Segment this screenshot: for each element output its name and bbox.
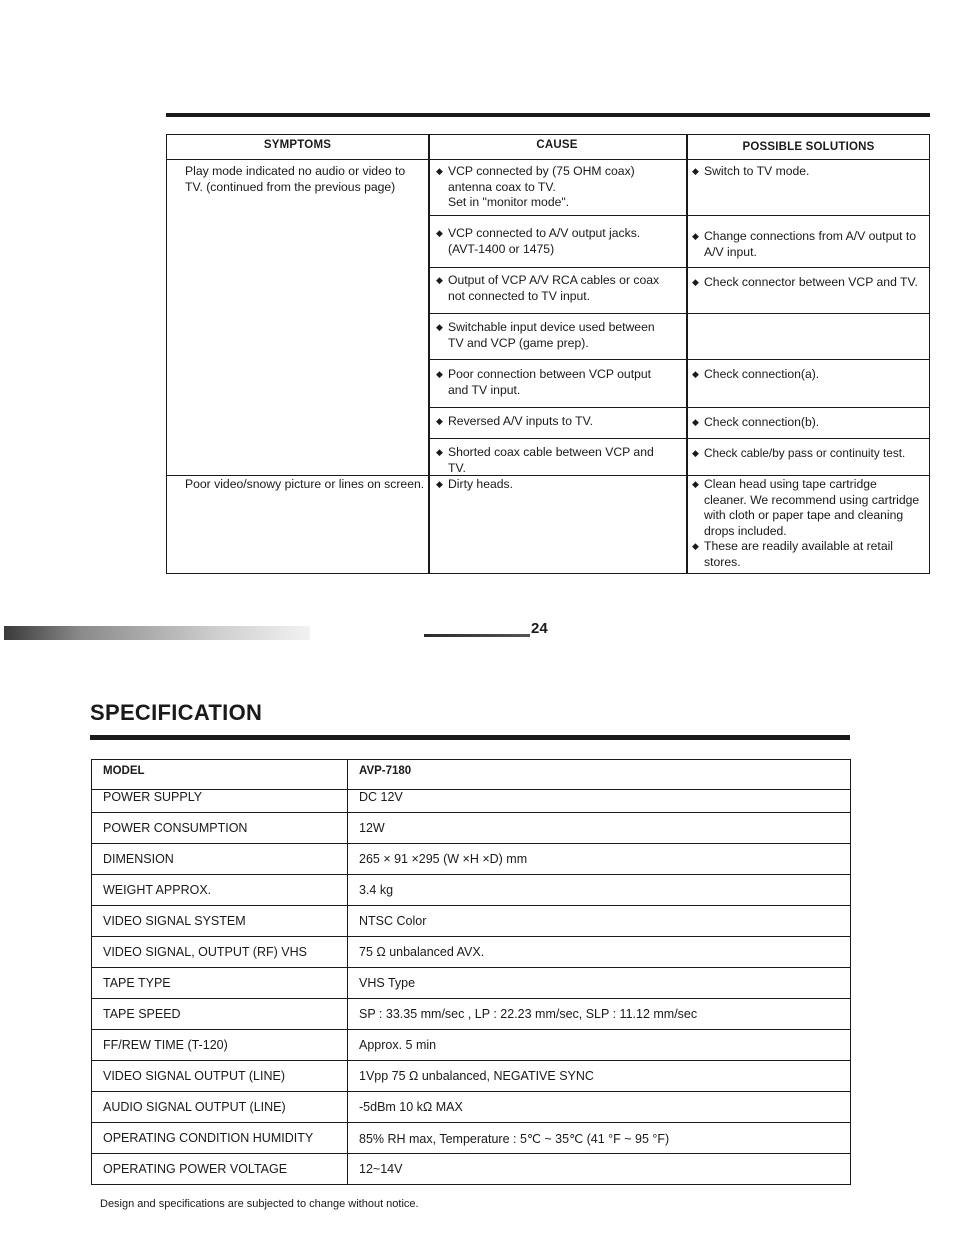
bullet-icon: ◆ xyxy=(436,275,443,285)
spec-key: OPERATING POWER VOLTAGE xyxy=(92,1154,348,1185)
spec-value: 12~14V xyxy=(348,1154,851,1185)
solution-item xyxy=(692,477,920,539)
cause-item xyxy=(436,414,668,430)
solution-item xyxy=(692,415,922,431)
spec-row xyxy=(92,1123,851,1154)
footnote: Design and specifications are subjected to change without notice. xyxy=(100,1198,419,1210)
spec-key: POWER CONSUMPTION xyxy=(92,813,348,844)
bullet-icon: ◆ xyxy=(692,479,699,489)
spec-key: WEIGHT APPROX. xyxy=(92,875,348,906)
spec-row xyxy=(92,1154,851,1185)
row-divider xyxy=(428,313,929,314)
solution-item xyxy=(692,367,922,383)
solution-item xyxy=(692,229,922,260)
cause-text: VCP connected by (75 OHM coax) antenna coax to TV. xyxy=(448,164,635,194)
spec-value: AVP-7180 xyxy=(348,760,851,790)
spec-row xyxy=(92,813,851,844)
bullet-icon: ◆ xyxy=(436,369,443,379)
cause-text: Dirty heads. xyxy=(448,477,514,491)
solution-text: Check connection(a). xyxy=(704,367,820,381)
bullet-icon: ◆ xyxy=(436,416,443,426)
bullet-icon: ◆ xyxy=(692,417,699,427)
cause-item xyxy=(436,445,668,476)
solution-text: These are readily available at retail stores. xyxy=(704,539,894,569)
spec-value: 85% RH max, Temperature : 5℃ ~ 35℃ (41 °F ~ 95 °F) xyxy=(348,1123,851,1154)
row-divider xyxy=(428,407,929,408)
cause-text: Set in "monitor mode". xyxy=(448,195,570,209)
cause-text: Shorted coax cable between VCP and TV. xyxy=(448,445,654,475)
cause-item xyxy=(436,226,668,257)
solution-item xyxy=(692,164,922,180)
row-divider xyxy=(428,267,929,268)
spec-value: 265 × 91 ×295 (W ×H ×D) mm xyxy=(348,844,851,875)
footer-dash xyxy=(424,634,530,637)
solution-text: Check connection(b). xyxy=(704,415,820,429)
spec-row xyxy=(92,790,851,813)
spec-row xyxy=(92,999,851,1030)
solution-text: Switch to TV mode. xyxy=(704,164,810,178)
spec-value: 75 Ω unbalanced AVX. xyxy=(348,937,851,968)
spec-row xyxy=(92,937,851,968)
spec-key: FF/REW TIME (T-120) xyxy=(92,1030,348,1061)
cause-item xyxy=(436,320,668,351)
cause-text: Switchable input device used between TV and VCP (game prep). xyxy=(448,320,655,350)
row-divider xyxy=(428,359,929,360)
bullet-icon: ◆ xyxy=(436,447,443,457)
spec-value: 1Vpp 75 Ω unbalanced, NEGATIVE SYNC xyxy=(348,1061,851,1092)
cause-text: Poor connection between VCP output and TV input. xyxy=(448,367,652,397)
spec-key: TAPE TYPE xyxy=(92,968,348,999)
cause-item xyxy=(436,164,668,211)
row-divider xyxy=(428,438,929,439)
spec-row xyxy=(92,906,851,937)
spec-value: -5dBm 10 kΩ MAX xyxy=(348,1092,851,1123)
cause-text: VCP connected to A/V output jacks. (AVT-1400 or 1475) xyxy=(448,226,641,256)
spec-row xyxy=(92,844,851,875)
spec-value: 3.4 kg xyxy=(348,875,851,906)
header-symptoms: SYMPTOMS xyxy=(263,139,332,151)
header-possible-solutions: POSSIBLE SOLUTIONS xyxy=(742,141,875,153)
decorative-footer-bar xyxy=(4,626,310,640)
spec-key: AUDIO SIGNAL OUTPUT (LINE) xyxy=(92,1092,348,1123)
spec-row xyxy=(92,1061,851,1092)
bullet-icon: ◆ xyxy=(436,166,443,176)
top-rule xyxy=(166,113,930,117)
header-divider xyxy=(167,159,929,160)
bullet-icon: ◆ xyxy=(436,228,443,238)
bullet-icon: ◆ xyxy=(692,277,699,287)
solution-item xyxy=(692,275,924,291)
spec-key: POWER SUPPLY xyxy=(92,790,348,813)
solution-text: Check cable/by pass or continuity test. xyxy=(704,446,906,460)
cause-item xyxy=(436,477,668,493)
bullet-icon: ◆ xyxy=(436,322,443,332)
spec-row xyxy=(92,1030,851,1061)
bullet-icon: ◆ xyxy=(692,541,699,551)
cause-item xyxy=(436,273,668,304)
spec-key: TAPE SPEED xyxy=(92,999,348,1030)
bullet-icon: ◆ xyxy=(692,166,699,176)
spec-row xyxy=(92,968,851,999)
solution-item xyxy=(692,446,927,462)
spec-value: Approx. 5 min xyxy=(348,1030,851,1061)
spec-key: VIDEO SIGNAL, OUTPUT (RF) VHS xyxy=(92,937,348,968)
spec-key: VIDEO SIGNAL SYSTEM xyxy=(92,906,348,937)
spec-title: SPECIFICATION xyxy=(90,700,263,725)
cause-text: Reversed A/V inputs to TV. xyxy=(448,414,593,428)
header-cause: CAUSE xyxy=(536,139,578,151)
bullet-icon: ◆ xyxy=(692,369,699,379)
spec-key: DIMENSION xyxy=(92,844,348,875)
spec-key: MODEL xyxy=(92,760,348,790)
spec-row xyxy=(92,1092,851,1123)
spec-value: NTSC Color xyxy=(348,906,851,937)
spec-value: SP : 33.35 mm/sec , LP : 22.23 mm/sec, SLP : 11.12 mm/sec xyxy=(348,999,851,1030)
troubleshooting-table xyxy=(166,134,930,574)
spec-row xyxy=(92,875,851,906)
page-number: 24 xyxy=(531,620,548,637)
row-divider xyxy=(428,215,929,216)
bullet-icon: ◆ xyxy=(436,479,443,489)
solution-text: Check connector between VCP and TV. xyxy=(704,275,918,289)
solution-text: Change connections from A/V output to A/V input. xyxy=(704,229,917,259)
solution-text: Clean head using tape cartridge cleaner. We recommend using cartridge with cloth or paper tape and cleaning drops included. xyxy=(704,477,920,538)
spec-key: VIDEO SIGNAL OUTPUT (LINE) xyxy=(92,1061,348,1092)
solution-item xyxy=(692,539,920,570)
spec-value: VHS Type xyxy=(348,968,851,999)
spec-key: OPERATING CONDITION HUMIDITY xyxy=(92,1123,348,1154)
spec-value: 12W xyxy=(348,813,851,844)
bullet-icon: ◆ xyxy=(692,231,699,241)
spec-row xyxy=(92,760,851,790)
cause-item xyxy=(436,367,668,398)
spec-value: DC 12V xyxy=(348,790,851,813)
symptom: Poor video/snowy picture or lines on screen. xyxy=(185,477,425,491)
column-divider xyxy=(428,135,430,573)
column-divider xyxy=(686,135,688,573)
symptom: Play mode indicated no audio or video to TV. (continued from the previous page) xyxy=(185,164,406,194)
spec-title-rule xyxy=(90,735,850,740)
bullet-icon: ◆ xyxy=(692,448,699,458)
spec-table xyxy=(91,759,851,1185)
cause-text: Output of VCP A/V RCA cables or coax not connected to TV input. xyxy=(448,273,660,303)
